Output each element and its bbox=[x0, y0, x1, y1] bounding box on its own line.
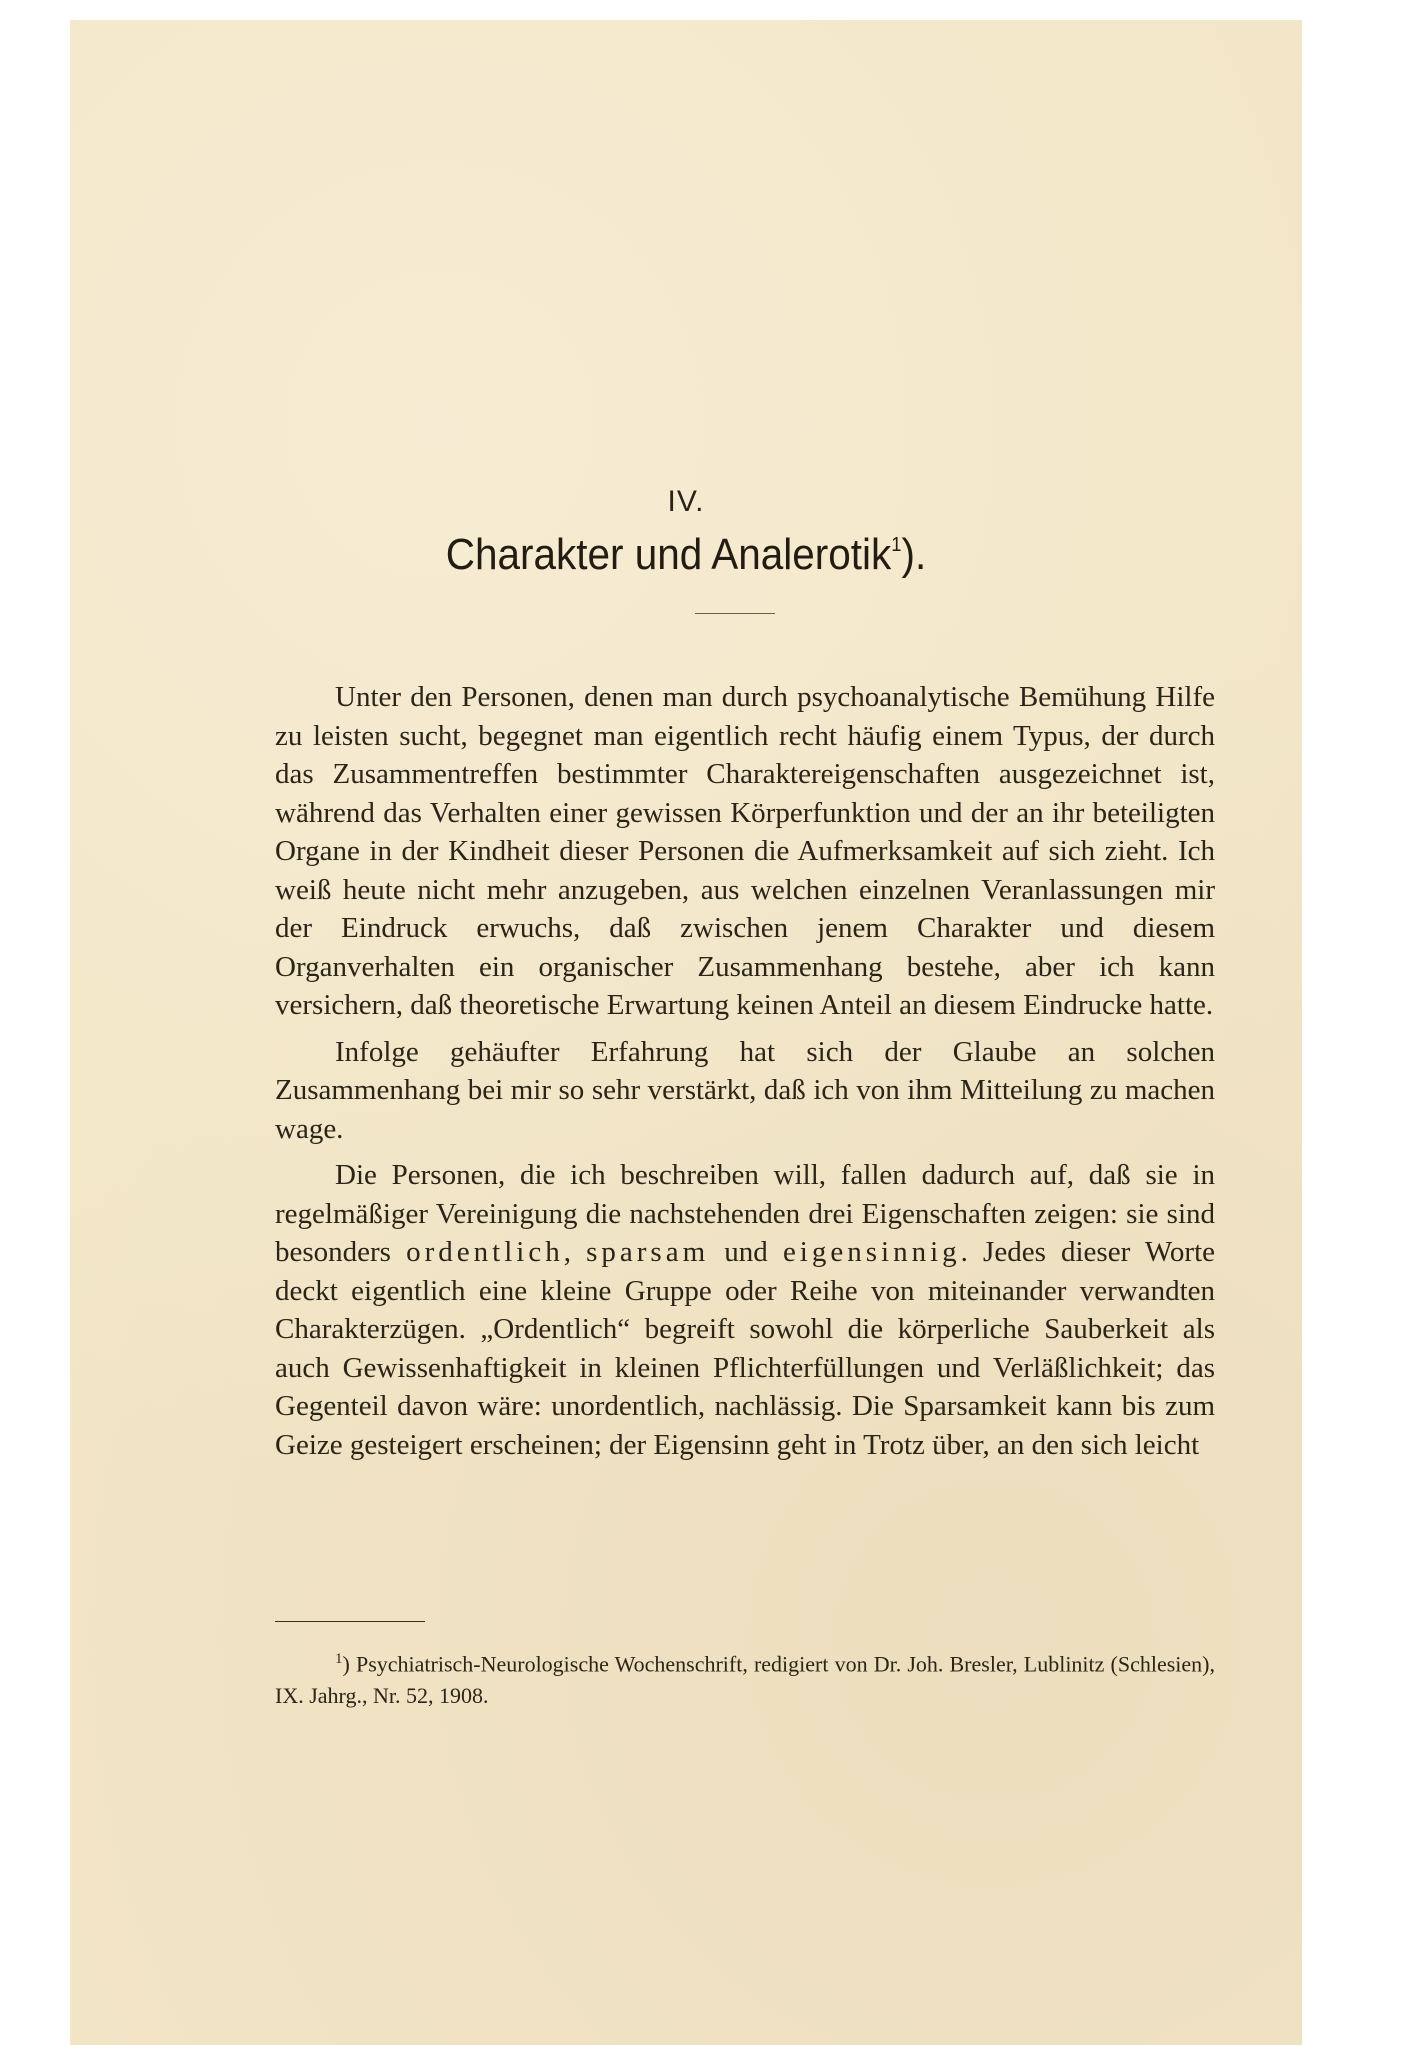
emphasis-ordentlich: ordentlich bbox=[406, 1236, 564, 1268]
separator: und bbox=[709, 1236, 783, 1268]
paragraph-1: Unter den Personen, denen man durch psychoanalytische Bemühung Hilfe zu leisten sucht, begegnet man eigentlich recht häufig einem Typus, der durch das Zusammentreffen bestimmter Charaktereigenschaften ausgezeichnet ist, während das Verhalten einer gewissen Körperfunktion und der an ihr beteiligten Organe in der Kindheit dieser Personen die Aufmerksamkeit auf sich zieht. Ich weiß heute nicht mehr anzugeben, aus welchen einzelnen Veranlassungen mir der Eindruck erwuchs, daß zwischen jenem Charakter und diesem Organverhalten ein organischer Zusammenhang bestehe, aber ich kann versichern, daß theoretische Erwartung keinen Anteil an diesem Eindrucke hatte. bbox=[275, 681, 1215, 1021]
title-divider bbox=[695, 613, 775, 614]
footnote-divider bbox=[275, 1621, 425, 1622]
emphasis-sparsam: sparsam bbox=[586, 1236, 710, 1268]
footnote-mark-close: ) bbox=[342, 1651, 350, 1677]
chapter-number: IV. bbox=[667, 485, 705, 518]
paragraph-3 bbox=[275, 1156, 1215, 1464]
body-text bbox=[275, 678, 1215, 1472]
paragraph-2: Infolge gehäufter Erfahrung hat sich der Glaube an solchen Zusammenhang bei mir so sehr verstärkt, daß ich von ihm Mitteilung zu machen wage. bbox=[275, 1035, 1215, 1145]
paragraph-3-intro: Die Personen, die ich beschreiben will, fallen dadurch auf, daß sie in regelmäßiger Vereinigung die nachstehenden drei Eigenschaften zeigen: sie sind besonders bbox=[275, 1159, 1215, 1268]
paragraph-3-rest: . Jedes dieser Worte deckt eigentlich eine kleine Gruppe oder Reihe von miteinander verwandten Charakterzügen. „Ordentlich“ begreift sowohl die körperliche Sauberkeit als auch Gewissenhaftigkeit in kleinen Pflichterfüllungen und Verläßlichkeit; das Gegenteil davon wäre: unordentlich, nachlässig. Die Sparsamkeit kann bis zum Geize gesteigert erscheinen; der Eigensinn geht in Trotz über, an den sich leicht bbox=[275, 1236, 1216, 1461]
footnote-mark: 1 bbox=[335, 1651, 343, 1667]
chapter-title-close: ). bbox=[901, 530, 927, 579]
footnote bbox=[275, 1643, 1215, 1712]
chapter-title bbox=[119, 530, 1252, 580]
separator: , bbox=[563, 1236, 587, 1268]
emphasis-eigensinnig: eigensinnig bbox=[782, 1236, 961, 1268]
footnote-text: Psychiatrisch-Neurologische Wochenschrift, redigiert von Dr. Joh. Bresler, Lublinitz (Schlesien), IX. Jahrg., Nr. 52, 1908. bbox=[275, 1651, 1216, 1709]
chapter-title-text: Charakter und Analerotik bbox=[445, 530, 892, 579]
book-page bbox=[70, 20, 1302, 2045]
footnote-reference: 1 bbox=[891, 534, 902, 556]
